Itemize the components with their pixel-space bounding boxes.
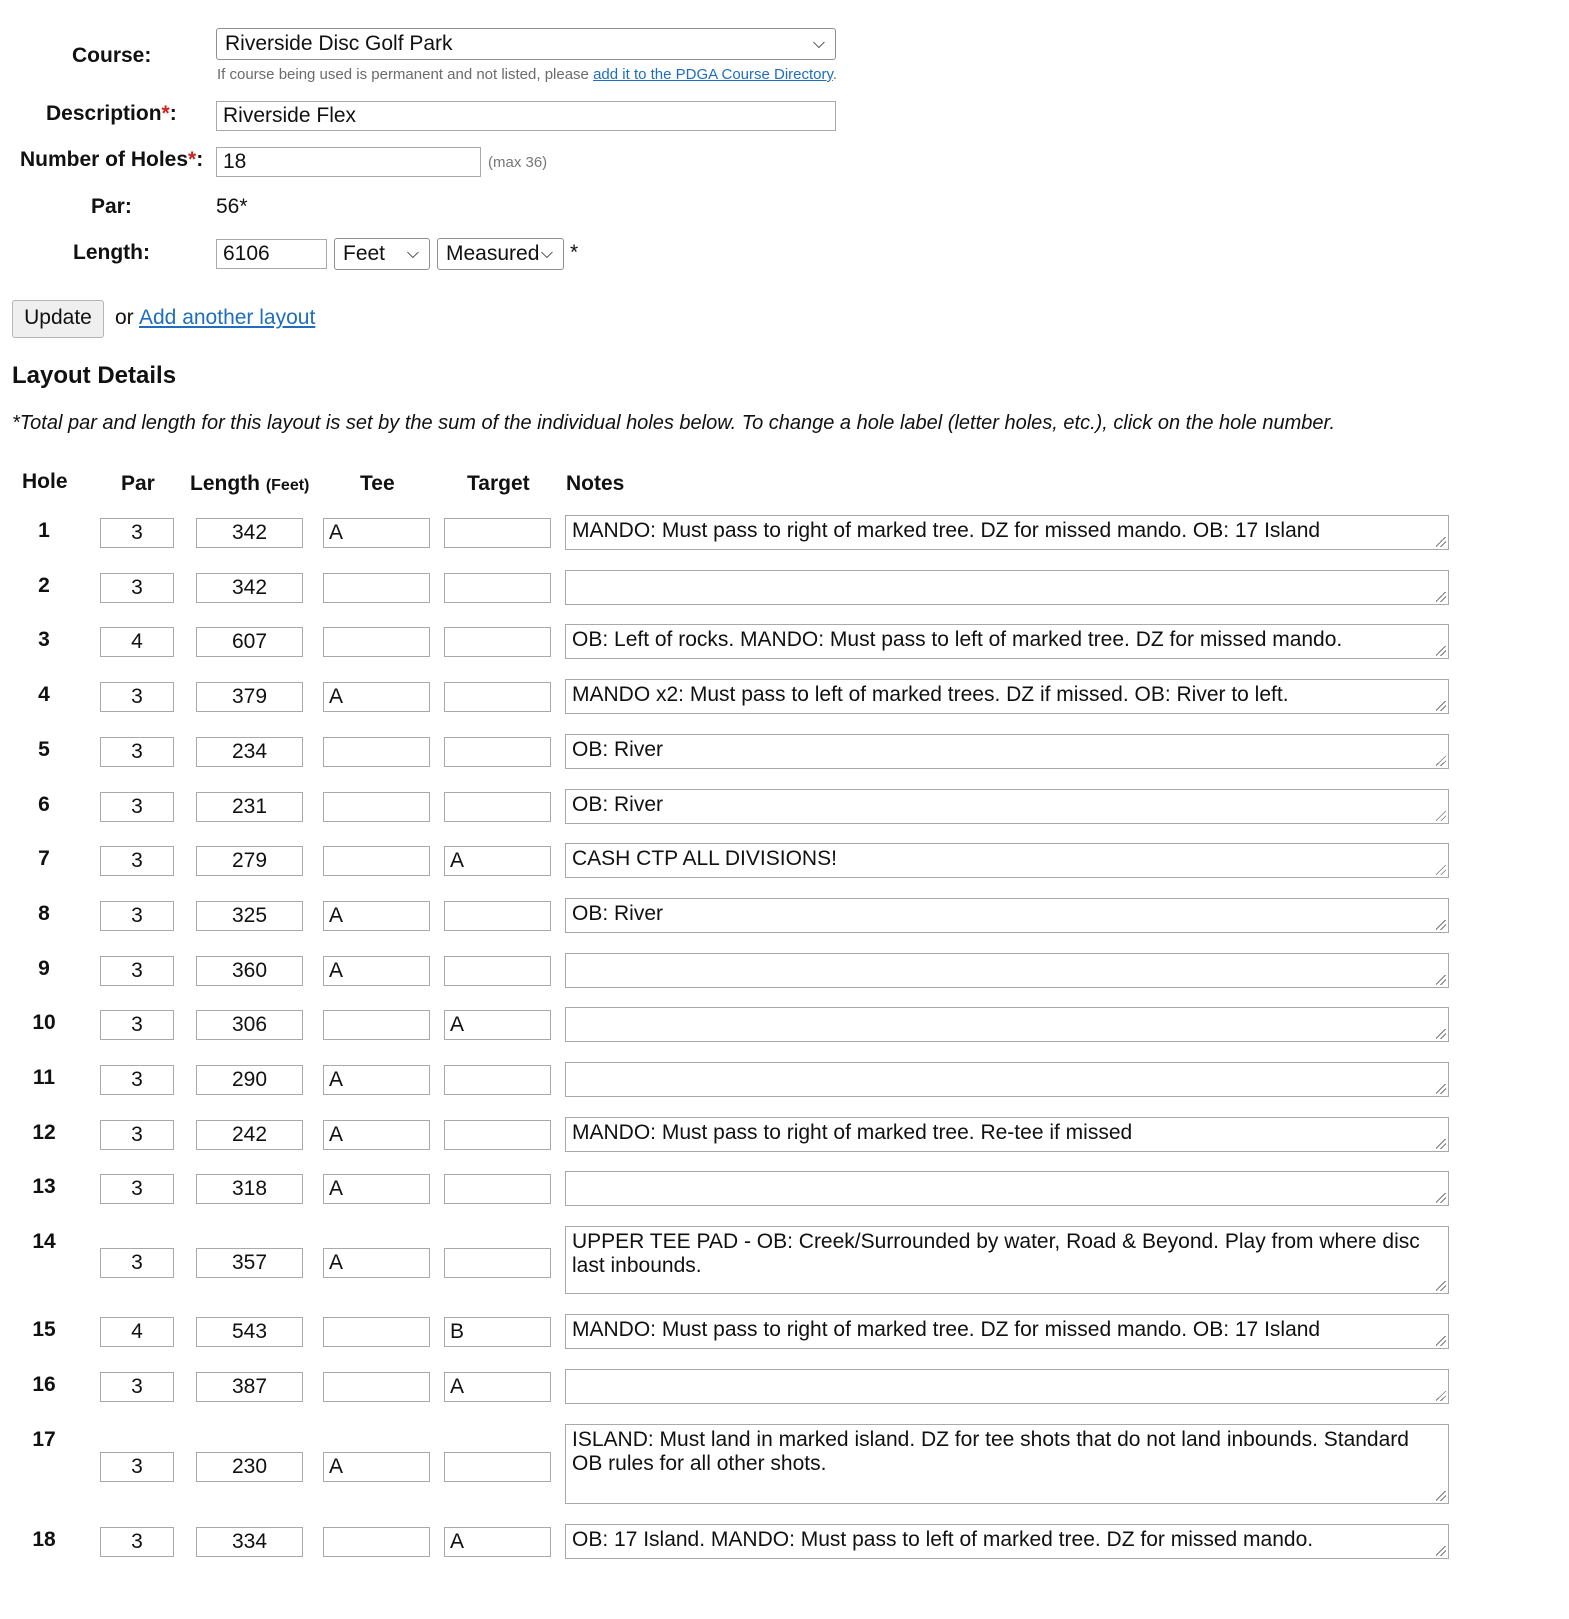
notes-text: MANDO: Must pass to right of marked tree. DZ for missed mando. OB: 17 Island (572, 519, 1321, 542)
tee-input[interactable] (323, 846, 430, 876)
notes-text: OB: 17 Island. MANDO: Must pass to left of marked tree. DZ for missed mando. (572, 1527, 1314, 1551)
resize-grip-icon[interactable] (1436, 592, 1446, 602)
length-input[interactable]: 543 (196, 1317, 303, 1347)
column-header-tee: Tee (360, 472, 395, 495)
par-input[interactable]: 4 (100, 1317, 174, 1347)
notes-text: CASH CTP ALL DIVISIONS! (572, 847, 837, 871)
or-text: or (115, 306, 134, 329)
notes-textarea[interactable] (565, 570, 1449, 605)
par-input[interactable]: 3 (100, 1372, 174, 1402)
target-input[interactable] (444, 627, 551, 657)
notes-text: UPPER TEE PAD - OB: Creek/Surrounded by water, Road & Beyond. Play from where disc last inbounds. (572, 1230, 1420, 1278)
par-input[interactable]: 3 (100, 1174, 174, 1204)
resize-grip-icon[interactable] (1436, 756, 1446, 766)
length-input[interactable]: 379 (196, 682, 303, 712)
tee-input[interactable] (323, 737, 430, 767)
resize-grip-icon[interactable] (1436, 975, 1446, 985)
hole-number[interactable]: 3 (38, 628, 50, 652)
notes-text: ISLAND: Must land in marked island. DZ for tee shots that do not land inbounds. Standard OB rules for all other shots. (572, 1427, 1409, 1475)
pdga-course-directory-link[interactable]: add it to the PDGA Course Directory (593, 66, 833, 83)
length-input[interactable]: 290 (196, 1065, 303, 1095)
resize-grip-icon[interactable] (1436, 1029, 1446, 1039)
target-input[interactable]: A (444, 1527, 551, 1557)
length-input[interactable]: 342 (196, 573, 303, 603)
chevron-down-icon: ⌵ (812, 35, 825, 52)
label-colon: : (196, 148, 204, 171)
tee-input[interactable]: A (323, 1174, 430, 1204)
course-hint (217, 66, 837, 83)
par-input[interactable]: 3 (100, 682, 174, 712)
tee-input[interactable] (323, 1317, 430, 1347)
hole-number[interactable]: 11 (32, 1066, 56, 1089)
length-input[interactable]: 234 (196, 737, 303, 767)
par-value: 56* (216, 195, 248, 218)
resize-grip-icon[interactable] (1436, 646, 1446, 656)
length-input[interactable]: 325 (196, 901, 303, 931)
holes-max-hint: (max 36) (488, 154, 548, 171)
tee-input[interactable]: A (323, 956, 430, 986)
length-label: Length: (73, 241, 150, 264)
target-input[interactable] (444, 1174, 551, 1204)
length-method-value: Measured (446, 242, 540, 265)
notes-textarea[interactable] (565, 1424, 1449, 1504)
course-select-value: Riverside Disc Golf Park (225, 32, 453, 55)
target-input[interactable]: A (444, 1372, 551, 1402)
course-select[interactable] (216, 28, 836, 60)
notes-textarea[interactable] (565, 1226, 1449, 1294)
notes-textarea[interactable] (565, 1171, 1449, 1206)
hole-number[interactable]: 5 (38, 737, 50, 761)
notes-text: MANDO x2: Must pass to left of marked trees. DZ if missed. OB: River to left. (572, 683, 1289, 707)
resize-grip-icon[interactable] (1436, 1084, 1446, 1094)
length-method-select[interactable] (437, 238, 564, 270)
target-input[interactable]: B (444, 1317, 551, 1347)
par-input[interactable]: 3 (100, 846, 174, 876)
tee-input[interactable] (323, 573, 430, 603)
hole-number[interactable]: 18 (32, 1527, 56, 1551)
hole-number[interactable]: 8 (38, 901, 50, 925)
length-input[interactable]: 231 (196, 792, 303, 822)
hole-number[interactable]: 2 (38, 573, 50, 597)
target-input[interactable] (444, 573, 551, 603)
description-label (46, 102, 177, 126)
hole-number[interactable]: 17 (32, 1427, 56, 1451)
holes-label (20, 148, 203, 172)
notes-text: OB: River (572, 901, 664, 925)
target-input[interactable]: A (444, 1010, 551, 1040)
description-label-text: Description (46, 102, 162, 125)
length-input[interactable]: 357 (196, 1248, 303, 1278)
length-required-star: * (570, 241, 579, 264)
length-input[interactable]: 279 (196, 846, 303, 876)
holes-label-text: Number of Holes (20, 148, 189, 171)
resize-grip-icon[interactable] (1436, 865, 1446, 875)
course-hint-text: If course being used is permanent and not listed, please (217, 66, 594, 83)
par-input[interactable]: 3 (100, 737, 174, 767)
notes-textarea[interactable] (565, 898, 1449, 933)
length-unit-select[interactable] (334, 238, 430, 270)
hole-number[interactable]: 15 (32, 1318, 56, 1342)
column-header-length (190, 472, 309, 496)
number-of-holes-input[interactable] (216, 147, 481, 177)
target-input[interactable] (444, 1248, 551, 1278)
column-header-length-text: Length (190, 472, 260, 495)
hole-number[interactable]: 14 (32, 1230, 56, 1254)
par-input[interactable]: 3 (100, 956, 174, 986)
resize-grip-icon[interactable] (1436, 1281, 1446, 1291)
column-header-target: Target (467, 472, 530, 495)
par-label: Par: (91, 195, 132, 218)
notes-text: MANDO: Must pass to right of marked tree. Re-tee if missed (572, 1120, 1133, 1144)
resize-grip-icon[interactable] (1436, 701, 1446, 711)
length-input[interactable]: 230 (196, 1452, 303, 1482)
tee-input[interactable] (323, 1527, 430, 1557)
length-input[interactable]: 607 (196, 627, 303, 657)
notes-textarea[interactable] (565, 1369, 1449, 1404)
par-input[interactable]: 3 (100, 1065, 174, 1095)
hole-number[interactable]: 16 (32, 1372, 56, 1396)
notes-textarea[interactable] (565, 734, 1449, 769)
length-input[interactable]: 387 (196, 1372, 303, 1402)
length-unit-value: Feet (343, 242, 386, 265)
par-input[interactable]: 3 (100, 792, 174, 822)
hole-number[interactable]: 13 (32, 1175, 56, 1199)
target-input[interactable] (444, 792, 551, 822)
par-input[interactable]: 4 (100, 627, 174, 657)
notes-text: OB: River (572, 792, 664, 816)
notes-text: OB: River (572, 737, 664, 761)
par-input[interactable]: 3 (100, 1527, 174, 1557)
par-input[interactable]: 3 (100, 1248, 174, 1278)
length-input[interactable]: 306 (196, 1010, 303, 1040)
chevron-down-icon: ⌵ (540, 245, 553, 262)
target-input[interactable]: A (444, 846, 551, 876)
length-input[interactable]: 360 (196, 956, 303, 986)
description-input[interactable] (216, 101, 836, 131)
length-input[interactable]: 318 (196, 1174, 303, 1204)
notes-textarea[interactable] (565, 953, 1449, 988)
resize-grip-icon[interactable] (1436, 1336, 1446, 1346)
tee-input[interactable]: A (323, 1120, 430, 1150)
tee-input[interactable]: A (323, 1248, 430, 1278)
notes-text: MANDO: Must pass to right of marked tree. DZ for missed mando. OB: 17 Island (572, 1318, 1321, 1342)
course-hint-suffix: . (832, 66, 838, 83)
hole-number[interactable]: 10 (32, 1011, 56, 1035)
hole-number[interactable]: 6 (38, 792, 50, 816)
resize-grip-icon[interactable] (1436, 1139, 1446, 1149)
resize-grip-icon[interactable] (1436, 920, 1446, 930)
hole-number[interactable]: 9 (38, 956, 50, 980)
resize-grip-icon[interactable] (1436, 1546, 1446, 1556)
notes-textarea[interactable] (565, 1062, 1449, 1097)
required-marker: * (188, 148, 197, 171)
tee-input[interactable]: A (323, 901, 430, 931)
resize-grip-icon[interactable] (1436, 1391, 1446, 1401)
column-header-hole: Hole (22, 470, 68, 493)
column-header-par: Par (121, 472, 155, 495)
notes-text: OB: Left of rocks. MANDO: Must pass to left of marked tree. DZ for missed mando. (572, 628, 1343, 652)
resize-grip-icon[interactable] (1436, 1193, 1446, 1203)
notes-textarea[interactable] (565, 679, 1449, 714)
tee-input[interactable] (323, 1010, 430, 1040)
tee-input[interactable]: A (323, 682, 430, 712)
add-another-layout-link[interactable]: Add another layout (139, 306, 316, 329)
target-input[interactable] (444, 737, 551, 767)
target-input[interactable] (444, 956, 551, 986)
resize-grip-icon[interactable] (1436, 537, 1446, 547)
length-input[interactable]: 242 (196, 1120, 303, 1150)
notes-textarea[interactable] (565, 1117, 1449, 1152)
course-label: Course: (72, 44, 152, 67)
tee-input[interactable] (323, 1372, 430, 1402)
target-input[interactable] (444, 901, 551, 931)
length-input[interactable] (216, 239, 327, 269)
layout-details-heading: Layout Details (12, 362, 177, 389)
tee-input[interactable]: A (323, 1065, 430, 1095)
notes-textarea[interactable] (565, 789, 1449, 824)
hole-number[interactable]: 7 (38, 847, 50, 871)
resize-grip-icon[interactable] (1436, 811, 1446, 821)
par-input[interactable]: 3 (100, 1010, 174, 1040)
tee-input[interactable] (323, 627, 430, 657)
length-input[interactable]: 334 (196, 1527, 303, 1557)
target-input[interactable] (444, 518, 551, 548)
notes-textarea[interactable] (565, 1314, 1449, 1349)
hole-number[interactable]: 4 (38, 683, 50, 707)
notes-textarea[interactable] (565, 843, 1449, 878)
target-input[interactable] (444, 682, 551, 712)
notes-textarea[interactable] (565, 1524, 1449, 1559)
par-input[interactable]: 3 (100, 573, 174, 603)
tee-input[interactable]: A (323, 1452, 430, 1482)
notes-textarea[interactable] (565, 515, 1449, 550)
tee-input[interactable] (323, 792, 430, 822)
par-input[interactable]: 3 (100, 1452, 174, 1482)
hole-number[interactable]: 1 (38, 519, 50, 542)
label-colon: : (169, 102, 177, 125)
column-header-length-unit: (Feet) (265, 477, 310, 494)
tee-input[interactable]: A (323, 518, 430, 548)
length-input[interactable]: 342 (196, 518, 303, 548)
resize-grip-icon[interactable] (1436, 1491, 1446, 1501)
target-input[interactable] (444, 1120, 551, 1150)
layout-details-note: *Total par and length for this layout is set by the sum of the individual holes below. To change a hole label (letter holes, etc.), click on the hole number. (12, 412, 1336, 434)
target-input[interactable] (444, 1065, 551, 1095)
par-input[interactable]: 3 (100, 901, 174, 931)
par-input[interactable]: 3 (100, 1120, 174, 1150)
notes-textarea[interactable] (565, 624, 1449, 659)
par-input[interactable]: 3 (100, 518, 174, 548)
hole-number[interactable]: 12 (32, 1120, 56, 1144)
notes-textarea[interactable] (565, 1007, 1449, 1042)
required-marker: * (161, 102, 170, 125)
update-button[interactable]: Update (12, 300, 104, 338)
column-header-notes: Notes (566, 472, 625, 495)
target-input[interactable] (444, 1452, 551, 1482)
chevron-down-icon: ⌵ (406, 245, 419, 262)
